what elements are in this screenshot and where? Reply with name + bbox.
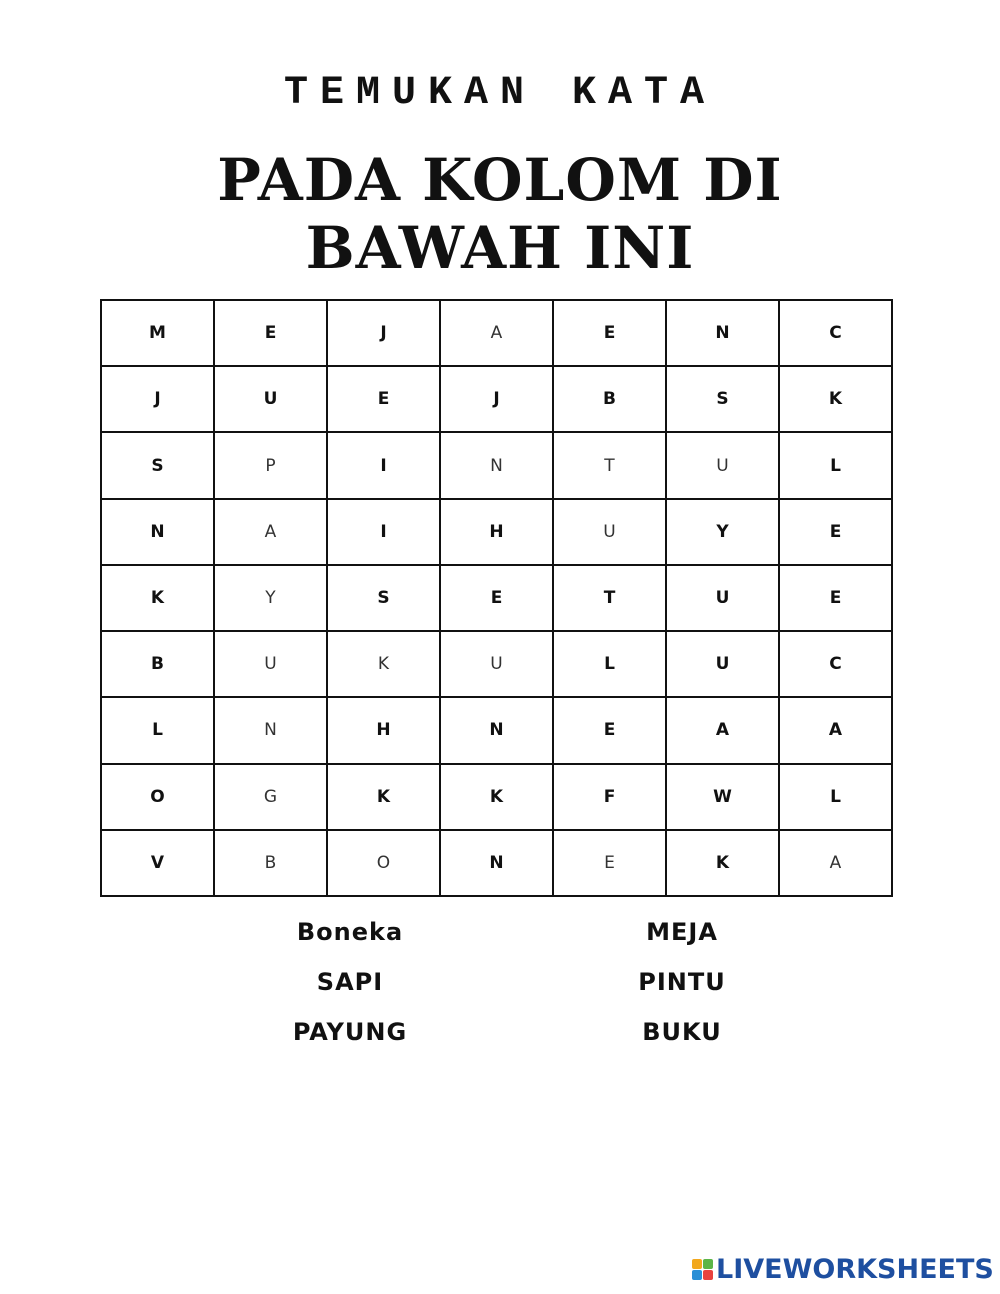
grid-row xyxy=(101,631,892,697)
grid-cell[interactable]: E xyxy=(779,565,892,631)
grid-cell[interactable]: A xyxy=(666,697,779,763)
grid-cell[interactable]: U xyxy=(440,631,553,697)
grid-row xyxy=(101,697,892,763)
grid-cell[interactable]: H xyxy=(440,499,553,565)
grid-cell[interactable]: L xyxy=(779,764,892,830)
grid-cell[interactable]: I xyxy=(327,499,440,565)
grid-cell[interactable]: Y xyxy=(214,565,327,631)
grid-row xyxy=(101,565,892,631)
liveworksheets-logo xyxy=(692,1254,994,1284)
grid-row xyxy=(101,830,892,896)
logo-icon xyxy=(692,1259,713,1280)
grid-cell[interactable]: N xyxy=(666,300,779,366)
grid-row xyxy=(101,764,892,830)
grid-cell[interactable]: N xyxy=(440,697,553,763)
grid-cell[interactable]: T xyxy=(553,565,666,631)
grid-cell[interactable]: E xyxy=(214,300,327,366)
grid-cell[interactable]: B xyxy=(214,830,327,896)
grid-cell[interactable]: L xyxy=(553,631,666,697)
title-line-1: PADA KOLOM DI xyxy=(217,146,783,214)
grid-row xyxy=(101,366,892,432)
grid-cell[interactable]: P xyxy=(214,432,327,498)
logo-square xyxy=(692,1270,702,1280)
grid-cell[interactable]: C xyxy=(779,300,892,366)
grid-cell[interactable]: B xyxy=(101,631,214,697)
grid-cell[interactable]: O xyxy=(101,764,214,830)
word-search-grid xyxy=(100,299,893,897)
grid-cell[interactable]: M xyxy=(101,300,214,366)
word-item: MEJA xyxy=(646,918,718,946)
grid-cell[interactable]: V xyxy=(101,830,214,896)
grid-cell[interactable]: A xyxy=(440,300,553,366)
subtitle: TEMUKAN KATA xyxy=(283,71,717,116)
grid-cell[interactable]: A xyxy=(779,697,892,763)
grid-cell[interactable]: E xyxy=(553,300,666,366)
grid-cell[interactable]: J xyxy=(101,366,214,432)
grid-cell[interactable]: U xyxy=(666,432,779,498)
grid-cell[interactable]: H xyxy=(327,697,440,763)
grid-cell[interactable]: U xyxy=(214,631,327,697)
grid-cell[interactable]: B xyxy=(553,366,666,432)
grid-cell[interactable]: F xyxy=(553,764,666,830)
logo-square xyxy=(692,1259,702,1269)
grid-cell[interactable]: K xyxy=(327,631,440,697)
grid-cell[interactable]: K xyxy=(101,565,214,631)
grid-cell[interactable]: E xyxy=(327,366,440,432)
grid-cell[interactable]: U xyxy=(214,366,327,432)
grid-cell[interactable]: E xyxy=(779,499,892,565)
logo-square xyxy=(703,1270,713,1280)
grid-cell[interactable]: Y xyxy=(666,499,779,565)
grid-cell[interactable]: J xyxy=(327,300,440,366)
grid-cell[interactable]: S xyxy=(666,366,779,432)
grid-row xyxy=(101,499,892,565)
page-title xyxy=(0,146,1000,282)
grid-row xyxy=(101,432,892,498)
grid-cell[interactable]: K xyxy=(440,764,553,830)
grid-row xyxy=(101,300,892,366)
grid-cell[interactable]: S xyxy=(101,432,214,498)
grid-cell[interactable]: K xyxy=(779,366,892,432)
grid-cell[interactable]: K xyxy=(666,830,779,896)
grid-cell[interactable]: U xyxy=(666,565,779,631)
grid-cell[interactable]: N xyxy=(440,830,553,896)
word-item: Boneka xyxy=(296,918,404,946)
grid-cell[interactable]: T xyxy=(553,432,666,498)
logo-text: LIVEWORKSHEETS xyxy=(716,1253,994,1285)
grid-cell[interactable]: N xyxy=(440,432,553,498)
grid-cell[interactable]: U xyxy=(553,499,666,565)
title-line-2: BAWAH INI xyxy=(305,214,695,282)
grid-cell[interactable]: L xyxy=(779,432,892,498)
grid-cell[interactable]: A xyxy=(214,499,327,565)
grid-cell[interactable]: N xyxy=(101,499,214,565)
grid-cell[interactable]: E xyxy=(440,565,553,631)
grid-cell[interactable]: K xyxy=(327,764,440,830)
grid-cell[interactable]: L xyxy=(101,697,214,763)
word-item: SAPI xyxy=(316,968,384,996)
grid-cell[interactable]: A xyxy=(779,830,892,896)
grid-cell[interactable]: U xyxy=(666,631,779,697)
grid-cell[interactable]: E xyxy=(553,830,666,896)
grid-cell[interactable]: W xyxy=(666,764,779,830)
grid-cell[interactable]: C xyxy=(779,631,892,697)
logo-square xyxy=(703,1259,713,1269)
grid-cell[interactable]: O xyxy=(327,830,440,896)
grid-cell[interactable]: E xyxy=(553,697,666,763)
grid-cell[interactable]: G xyxy=(214,764,327,830)
grid-cell[interactable]: S xyxy=(327,565,440,631)
word-item: PINTU xyxy=(638,968,726,996)
grid-cell[interactable]: J xyxy=(440,366,553,432)
grid-cell[interactable]: N xyxy=(214,697,327,763)
word-item: PAYUNG xyxy=(292,1018,408,1046)
word-item: BUKU xyxy=(642,1018,722,1046)
grid-cell[interactable]: I xyxy=(327,432,440,498)
